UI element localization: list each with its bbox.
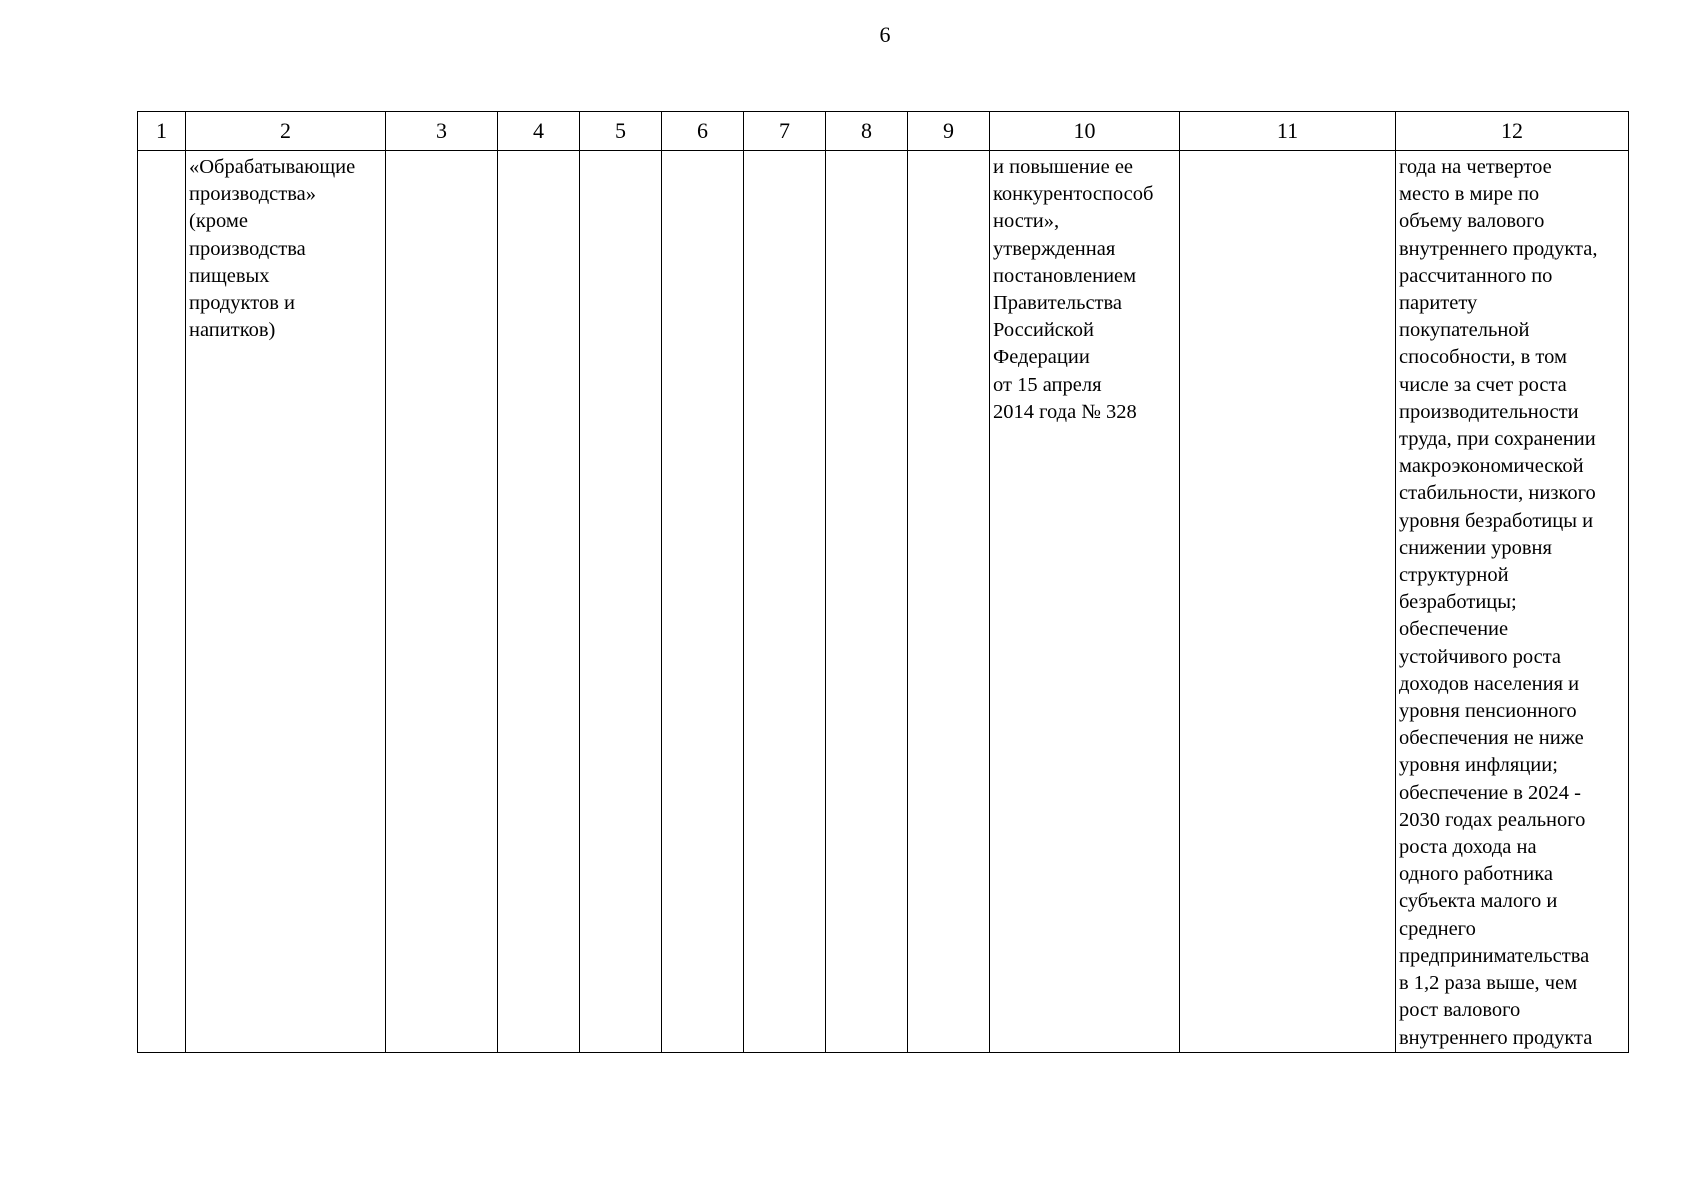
- column-header-8: 8: [826, 112, 908, 151]
- column-header-2: 2: [186, 112, 386, 151]
- cell-text: [498, 151, 579, 154]
- cell-col-4: [498, 151, 580, 1053]
- cell-col-2: [186, 151, 386, 1053]
- page-number: 6: [879, 22, 891, 47]
- program-reference-text: и повышение ее конкурентоспособ ности», утвержденная постановлением Правительства Российской Федерации от 15 апреля 2014 года № 328: [993, 156, 1154, 423]
- cell-text: [744, 151, 825, 154]
- column-header-7: 7: [744, 112, 826, 151]
- column-header-5: 5: [580, 112, 662, 151]
- cell-text: [662, 151, 743, 154]
- cell-col-9: [908, 151, 990, 1053]
- cell-col-10: [990, 151, 1180, 1053]
- column-header-4: 4: [498, 112, 580, 151]
- column-header-11: 11: [1180, 112, 1396, 151]
- goals-text: года на четвертое место в мире по объему валового внутреннего продукта, рассчитанного по паритету покупательной способности, в том числе за счет роста производительности труда, при сохранении макроэкономической стабильности, низкого уровня безработицы и снижении уровня структурной безработицы; обеспечение устойчивого роста доходов населения и уровня пенсионного обеспечения не ниже уровня инфляции; обеспечение в 2024 - 2030 годах реального роста дохода на одного работника субъекта малого и среднего предпринимательства в 1,2 раза выше, чем рост валового внутреннего продукта: [1399, 156, 1598, 1049]
- cell-col-1: [138, 151, 186, 1053]
- cell-col-11: [1180, 151, 1396, 1053]
- cell-text: [908, 151, 989, 154]
- header-row: [138, 112, 1629, 151]
- cell-col-3: [386, 151, 498, 1053]
- column-header-12: 12: [1396, 112, 1629, 151]
- table-row: [138, 151, 1629, 1053]
- cell-text: [1180, 151, 1395, 154]
- cell-text: [826, 151, 907, 154]
- cell-col-8: [826, 151, 908, 1053]
- industry-name-text: «Обрабатывающие производства» (кроме производства пищевых продуктов и напитков): [189, 156, 356, 342]
- cell-col-12: [1396, 151, 1629, 1053]
- cell-col-5: [580, 151, 662, 1053]
- cell-text: [580, 151, 661, 154]
- cell-col-6: [662, 151, 744, 1053]
- cell-text: [386, 151, 497, 154]
- column-header-1: 1: [138, 112, 186, 151]
- cell-col-7: [744, 151, 826, 1053]
- column-header-10: 10: [990, 112, 1180, 151]
- data-table: [137, 111, 1629, 1053]
- column-header-9: 9: [908, 112, 990, 151]
- cell-text: [138, 151, 185, 154]
- column-header-6: 6: [662, 112, 744, 151]
- column-header-3: 3: [386, 112, 498, 151]
